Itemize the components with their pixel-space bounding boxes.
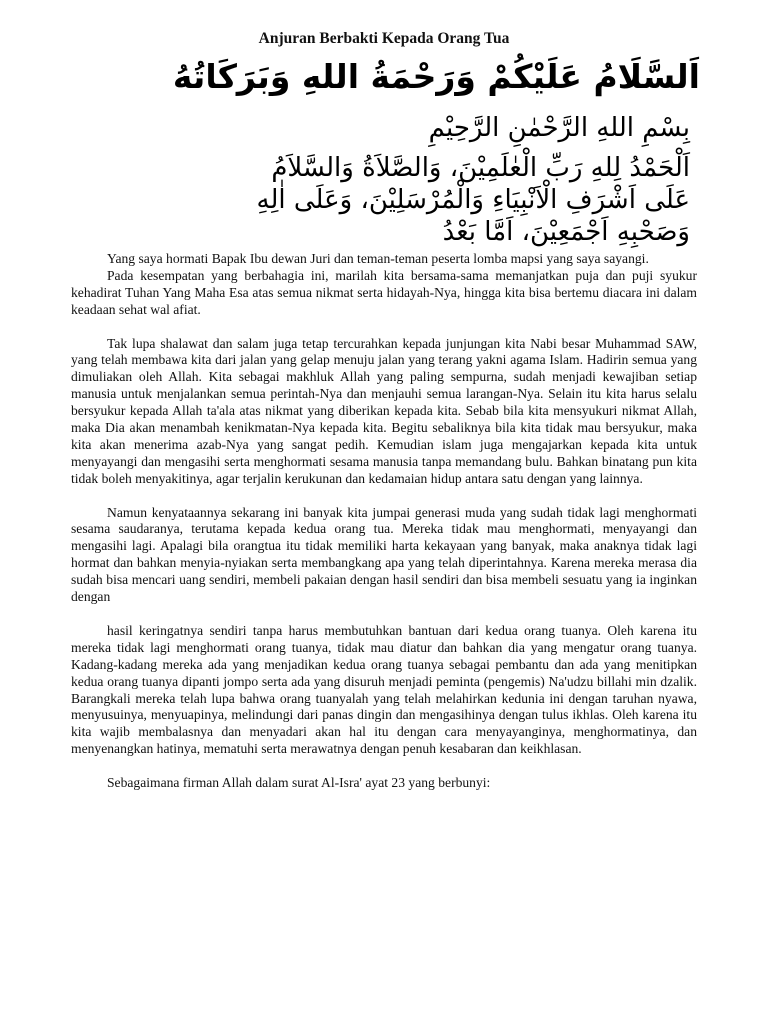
arabic-hamdalah-line-2: عَلَى اَشْرَفِ الْاَنْبِيَاءِ وَالْمُرْسَلِيْنَ، وَعَلَى اٰلِهِ	[256, 185, 690, 215]
paragraph-opening: Pada kesempatan yang berbahagia ini, marilah kita bersama-sama memanjatkan puja dan puji syukur kehadirat Tuhan Yang Maha Esa atas semua nikmat serta hidayah-Nya, hingga kita bisa bertemu diacara ini dalam keadaan sehat wal afiat.	[71, 267, 697, 317]
speech-body	[71, 251, 697, 792]
paragraph-quran-intro: Sebagaimana firman Allah dalam surat Al-Isra' ayat 23 yang berbunyi:	[107, 775, 491, 791]
arabic-bismillah: بِسْمِ اللهِ الرَّحْمٰنِ الرَّحِيْمِ	[428, 113, 690, 143]
arabic-opening-image	[172, 54, 700, 250]
document-title: Anjuran Berbakti Kepada Orang Tua	[258, 30, 510, 47]
paragraph-continuation: hasil keringatnya sendiri tanpa harus membutuhkan bantuan dari kedua orang tuanya. Oleh karena itu mereka tidak lagi menghormati orang tuanya, tidak mau diatur dan bahkan dia yang mengatur orang tuanya. Kadang-kadang mereka ada yang menjadikan kedua orang tuanya sebagai pembantu dan ada yang menitipkan kedua orang tuanya dipanti jompo serta ada yang disuruh menjadi peminta (pengemis) Na'udzu billahi min dzalik. Barangkali mereka telah lupa bahwa orang tuanyalah yang telah melahirkan kedunia ini dengan taruhan nyawa, menyusuinya, menyuapinya, melindungi dari panas dingin dan mengasihinya dengan tulus ikhlas. Oleh karena itu kita wajib membalasnya dan menyadari akan hal itu dengan cara menyayanginya, menghormatinya, dan menyenangkan hatinya, mematuhi serta merawatnya dengan penuh kesabaran dan keikhlasan.	[71, 622, 697, 757]
arabic-salam-calligraphy: اَلسَّلَامُ عَلَيْكُمْ وَرَحْمَةُ اللهِ وَبَرَكَاتُهُ	[172, 57, 700, 96]
paragraph-shalawat: Tak lupa shalawat dan salam juga tetap tercurahkan kepada junjungan kita Nabi besar Muhammad SAW, yang telah membawa kita dari jalan yang gelap menuju jalan yang terang yakni agama Islam. Hadirin semua yang dimuliakan oleh Allah. Kita sebagai makhluk Allah yang paling sempurna, sudah menjadi kewajiban setiap manusia untuk menjalankan semua perintah-Nya dan menjauhi semua larangan-Nya. Selain itu kita harus selalu bersyukur kepada Allah ta'ala atas nikmat yang diberikan kepada kita. Sebab bila kita mensyukuri nikmat Allah, maka Dia akan menambah kenikmatan-Nya kepada kita. Begitu sebaliknya bila kita tidak mau bersyukur, maka kita akan menerima azab-Nya yang sangat pedih. Kemudian islam juga mengajarkan kepada kita untuk menyayangi dan mengasihi serta menghormati sesama manusia tanpa memandang bulu. Bahkan binatang pun kita tidak boleh menyakitinya, agar terjalin kerukunan dan kedamaian hidup antara satu dengan yang lainnya.	[71, 335, 697, 486]
paragraph-reality: Namun kenyataannya sekarang ini banyak kita jumpai generasi muda yang sudah tidak lagi menghormati sesama saudaranya, terutama kepada kedua orang tua. Mereka tidak mau menghormati, menyayangi dan mengasihi lagi. Apalagi bila orangtua itu tidak memiliki harta kekayaan yang banyak, maka anaknya tidak lagi hormat dan bahkan menyia-nyiakan serta membangkang apa yang telah diperintahnya. Karena mereka merasa dia sudah bisa mencari uang sendiri, membeli pakaian dengan hasil sendiri dan bisa membeli sesuatu yang ia inginkan dengan	[71, 504, 697, 605]
arabic-hamdalah-line-3: وَصَحْبِهِ اَجْمَعِيْنَ، اَمَّا بَعْدُ	[442, 217, 690, 247]
paragraph-greeting: Yang saya hormati Bapak Ibu dewan Juri dan teman-teman peserta lomba mapsi yang saya sayangi.	[107, 251, 649, 266]
arabic-hamdalah-line-1: اَلْحَمْدُ لِلهِ رَبِّ الْعٰلَمِيْنَ، وَالصَّلاَةُ وَالسَّلاَمُ	[271, 153, 690, 183]
